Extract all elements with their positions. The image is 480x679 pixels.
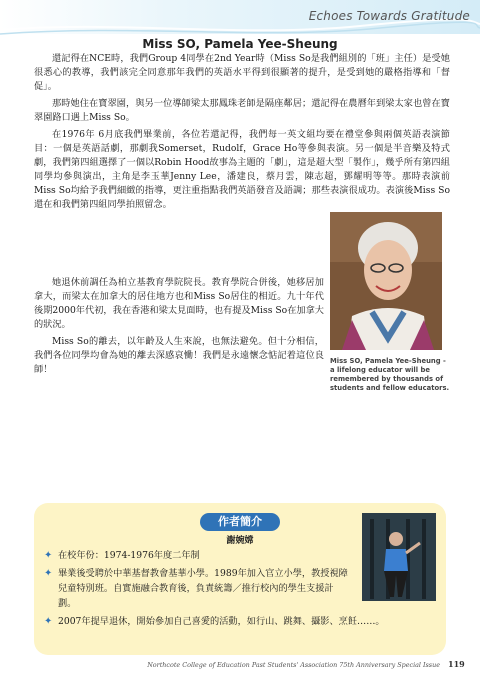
footer-publication: Northcote College of Education Past Students' Association 75th Anniversary Special Issue [147,661,440,669]
list-item [44,614,450,629]
page-number: 119 [448,659,465,669]
author-profile-list [44,548,385,632]
list-item-text: 2007年提早退休，開始參加自己喜愛的活動，如行山、跳舞、攝影、烹飪……。 [58,616,385,627]
article-body-wrapped [34,276,324,380]
paragraph-5: Miss So的離去，以年齡及人生來說，也無法避免。但十分相信，我們各位同學均會為她的離去深感哀慟！我們是永遠懷念惦記着這位良師！ [34,336,324,375]
photo-caption: Miss SO, Pamela Yee-Sheung - a lifelong educator will be remembered by thousands of students and fellow educators. [330,357,450,392]
paragraph-4: 她退休前調任為柏立基教育學院院長。教育學院合併後，她移居加拿大，而梁太在加拿大的居住地方也和Miss So居住的相近。九十年代後期2000年代初，我在香港和梁太見面時，也有提及Miss So在加拿大的狀況。 [34,277,324,330]
diamond-bullet-icon: ✦ [44,550,53,561]
list-item-text: 畢業後受聘於中華基督教會基華小學。1989年加入官立小學，教授視障兒童特別班。自實施融合教育後，負責統籌／推行校內的學生支援計劃。 [58,568,348,609]
list-item [44,566,349,611]
diamond-bullet-icon: ✦ [44,568,53,579]
author-profile-heading: 作者簡介 [200,513,280,531]
series-title: Echoes Towards Gratitude [308,9,470,23]
diamond-bullet-icon: ✦ [44,616,53,627]
paragraph-2: 那時她住在寶翠園，與另一位導師梁太那鳳珠老師是隔座鄰居；還記得在農曆年到梁太家也曾在寶翠園路口遇上Miss So。 [34,98,450,123]
list-item [44,548,349,563]
list-item-text: 在校年份：1974-1976年度二年制 [58,550,200,561]
author-photo [362,513,436,601]
author-name: 謝婉嫦 [226,536,254,546]
paragraph-1: 還記得在NCE時，我們Group 4同學在2nd Year時（Miss So是我們組別的「班」主任）是受她很悉心的教導，我們該完全同意那年我們的英語水平得到很顯著的提升，是受到她的嚴格指導和「督促」。 [34,53,450,92]
article-body [34,52,450,215]
article-title: Miss SO, Pamela Yee-Sheung [142,37,338,51]
portrait-photo [330,212,442,350]
paragraph-3: 在1976年 6月底我們畢業前，各位若還記得，我們每一英文組均要在禮堂參與兩個英語表演節目：一個是英語話劇，那劇我Somerset，Rudolf，Grace Ho等參與表演。另一個是半音樂及特式劇，我們第四組選擇了一個以Robin Hood故事為主題的「劇」，這是超大型「製作」，幾乎所有第四組同學均參與演出，主角是李玉華Jenny Lee，潘建良，蔡月雲，陳志超，鄧耀明等等。那時表演前Miss So均給予我們細緻的指導，更注重指點我們英語發音及語調；那些表演很成功。表演後Miss So還在和我們第四組同學拍照留念。 [34,129,450,210]
